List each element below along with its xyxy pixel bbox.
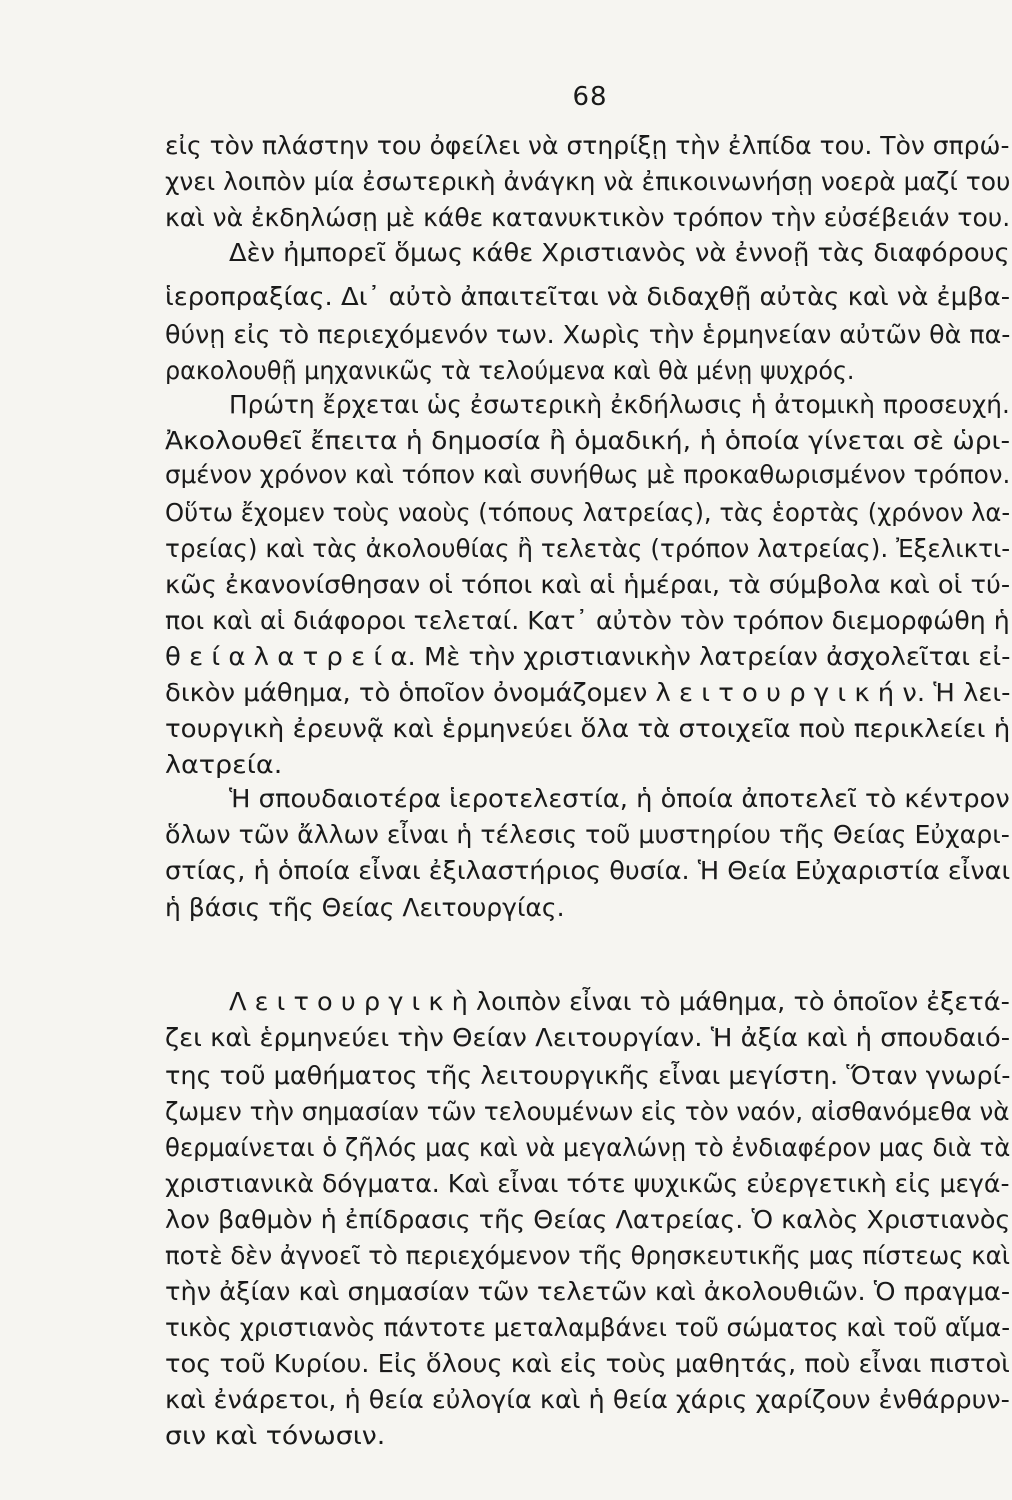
text-line: ἡ βάσις τῆς Θείας Λειτουργίας.	[165, 893, 565, 922]
text-line: δικὸν μάθημα, τὸ ὁποῖον ὀνομάζομεν λ ε ι τ ο υ ρ γ ι κ ή ν. Ἡ λει-	[165, 678, 1011, 707]
text-line: εἰς τὸν πλάστην του ὀφείλει νὰ στηρίξῃ τὴν ἐλπίδα του. Τὸν σπρώ-	[165, 131, 1010, 160]
text-line: ἱεροπραξίας. Δι᾽ αὐτὸ ἀπαιτεῖται νὰ διδαχθῇ αὐτὰς καὶ νὰ ἐμβα-	[165, 282, 1011, 311]
text-line: χνει λοιπὸν μία ἐσωτερικὴ ἀνάγκη νὰ ἐπικοινωνήσῃ νοερὰ μαζί του	[165, 167, 1011, 196]
text-line: θερμαίνεται ὁ ζῆλός μας καὶ νὰ μεγαλώνῃ τὸ ἐνδιαφέρον μας διὰ τὰ	[165, 1133, 1011, 1162]
text-line: τρείας) καὶ τὰς ἀκολουθίας ἢ τελετὰς (τρόπον λατρείας). Ἐξελικτι-	[165, 534, 1011, 563]
text-line: ρακολουθῇ μηχανικῶς τὰ τελούμενα καὶ θὰ μένῃ ψυχρός.	[165, 356, 855, 385]
text-line: Δὲν ἠμπορεῖ ὅμως κάθε Χριστιανὸς νὰ ἐννοῇ τὰς διαφόρους	[229, 238, 1010, 267]
text-line: της τοῦ μαθήματος τῆς λειτουργικῆς εἶναι μεγίστη. Ὅταν γνωρί-	[165, 1061, 1011, 1090]
text-line: ζει καὶ ἑρμηνεύει τὴν Θείαν Λειτουργίαν. Ἡ ἀξία καὶ ἡ σπουδαιό-	[165, 1023, 1011, 1052]
text-line: λον βαθμὸν ἡ ἐπίδρασις τῆς Θείας Λατρείας. Ὁ καλὸς Χριστιανὸς	[165, 1205, 1011, 1234]
text-line: καὶ νὰ ἐκδηλώσῃ μὲ κάθε κατανυκτικὸν τρόπον τὴν εὐσέβειάν του.	[165, 203, 1011, 232]
text-line: θύνῃ εἰς τὸ περιεχόμενόν των. Χωρὶς τὴν ἑρμηνείαν αὐτῶν θὰ πα-	[165, 320, 1011, 349]
text-line: τὴν ἀξίαν καὶ σημασίαν τῶν τελετῶν καὶ ἀκολουθιῶν. Ὁ πραγμα-	[165, 1277, 1011, 1306]
text-line: Οὕτω ἔχομεν τοὺς ναοὺς (τόπους λατρείας), τὰς ἑορτὰς (χρόνον λα-	[165, 498, 1011, 527]
page-number: 68	[572, 82, 608, 112]
text-line: στίας, ἡ ὁποία εἶναι ἐξιλαστήριος θυσία. Ἡ Θεία Εὐχαριστία εἶναι	[165, 856, 1011, 885]
text-line: ὅλων τῶν ἄλλων εἶναι ἡ τέλεσις τοῦ μυστηρίου τῆς Θείας Εὐχαρι-	[165, 820, 1010, 849]
text-line: σμένον χρόνον καὶ τόπον καὶ συνήθως μὲ προκαθωρισμένον τρόπον.	[165, 460, 1011, 489]
text-line: Πρώτη ἔρχεται ὡς ἐσωτερικὴ ἐκδήλωσις ἡ ἀτομικὴ προσευχή.	[229, 390, 1010, 419]
text-line: χριστιανικὰ δόγματα. Καὶ εἶναι τότε ψυχικῶς εὐεργετικὴ εἰς μεγά-	[165, 1169, 1010, 1198]
text-line: τουργικὴ ἐρευνᾷ καὶ ἑρμηνεύει ὅλα τὰ στοιχεῖα ποὺ περικλείει ἡ	[165, 714, 1011, 743]
text-line: καὶ ἐνάρετοι, ἡ θεία εὐλογία καὶ ἡ θεία χάρις χαρίζουν ἐνθάρρυν-	[165, 1385, 1010, 1414]
text-line: κῶς ἐκανονίσθησαν οἱ τόποι καὶ αἱ ἡμέραι, τὰ σύμβολα καὶ οἱ τύ-	[165, 570, 1011, 599]
text-line: ποτὲ δὲν ἀγνοεῖ τὸ περιεχόμενον τῆς θρησκευτικῆς μας πίστεως καὶ	[165, 1241, 1011, 1270]
text-line: ποι καὶ αἱ διάφοροι τελεταί. Κατ᾽ αὐτὸν τὸν τρόπον διεμορφώθη ἡ	[165, 606, 1010, 635]
text-line: θ ε ί α λ α τ ρ ε ί α. Μὲ τὴν χριστιανικὴν λατρείαν ἀσχολεῖται εἰ-	[165, 642, 1011, 671]
text-line: τος τοῦ Κυρίου. Εἰς ὅλους καὶ εἰς τοὺς μαθητάς, ποὺ εἶναι πιστοὶ	[165, 1349, 1010, 1378]
text-line: Ἀκολουθεῖ ἔπειτα ἡ δημοσία ἢ ὁμαδική, ἡ ὁποία γίνεται σὲ ὡρι-	[165, 426, 1011, 455]
text-line: ζωμεν τὴν σημασίαν τῶν τελουμένων εἰς τὸν ναόν, αἰσθανόμεθα νὰ	[165, 1097, 1010, 1126]
text-line: τικὸς χριστιανὸς πάντοτε μεταλαμβάνει τοῦ σώματος καὶ τοῦ αἵμα-	[165, 1313, 1011, 1342]
text-line: Ἡ σπουδαιοτέρα ἱεροτελεστία, ἡ ὁποία ἀποτελεῖ τὸ κέντρον	[229, 784, 1010, 813]
text-line: Λ ε ι τ ο υ ρ γ ι κ ὴ λοιπὸν εἶναι τὸ μάθημα, τὸ ὁποῖον ἐξετά-	[229, 987, 1010, 1016]
text-line: σιν καὶ τόνωσιν.	[165, 1421, 386, 1450]
text-line: λατρεία.	[165, 750, 283, 779]
